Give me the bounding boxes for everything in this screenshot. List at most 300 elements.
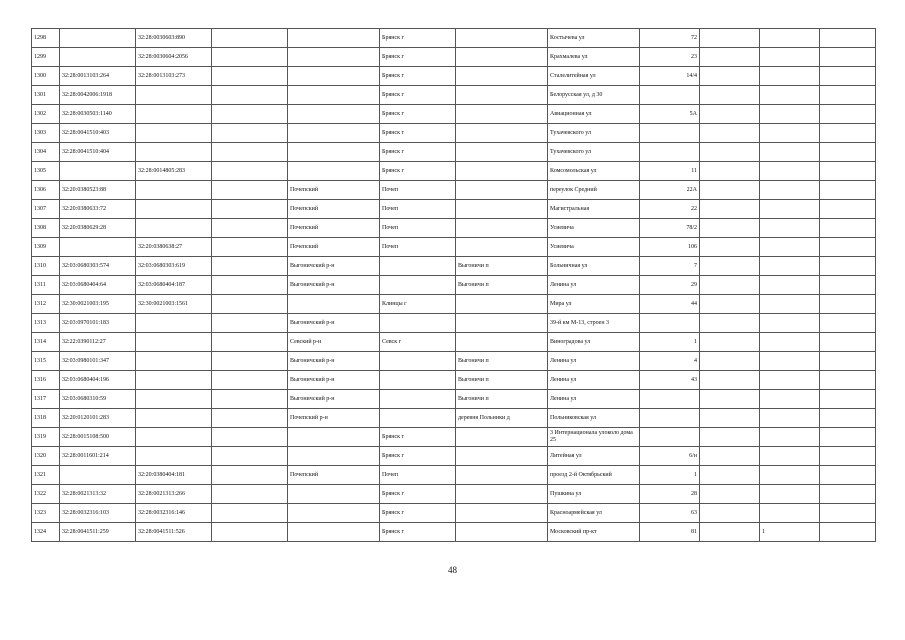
cell-extra-2-cell bbox=[760, 86, 820, 105]
district-cell bbox=[288, 162, 380, 181]
city-cell: Брянск г bbox=[380, 124, 456, 143]
cadastral-number-building-cell bbox=[136, 390, 212, 409]
city-cell: Почеп bbox=[380, 200, 456, 219]
cadastral-number-building-cell bbox=[136, 409, 212, 428]
cell-extra-2-cell bbox=[760, 504, 820, 523]
district-cell: Севский р-н bbox=[288, 333, 380, 352]
cadastral-number-cell: 32:30:0021003:195 bbox=[60, 295, 136, 314]
row-number-cell: 1316 bbox=[32, 371, 60, 390]
cadastral-number-building-cell: 32:28:0032316:146 bbox=[136, 504, 212, 523]
cadastral-number-building-cell bbox=[136, 143, 212, 162]
settlement-cell bbox=[456, 219, 548, 238]
house-number-cell: 106 bbox=[640, 238, 700, 257]
settlement-cell bbox=[456, 48, 548, 67]
cadastral-number-cell: 32:28:0015108:500 bbox=[60, 428, 136, 447]
house-number-cell: 23 bbox=[640, 48, 700, 67]
table-row bbox=[32, 371, 876, 390]
cell-empty-cell bbox=[212, 447, 288, 466]
row-number-cell: 1298 bbox=[32, 29, 60, 48]
cell-extra-1-cell bbox=[700, 219, 760, 238]
district-cell: Выгоничский р-н bbox=[288, 371, 380, 390]
cell-empty-cell bbox=[212, 409, 288, 428]
street-cell: Авиационная ул bbox=[548, 105, 640, 124]
cadastral-number-cell: 32:03:0680404:196 bbox=[60, 371, 136, 390]
cell-extra-3-cell bbox=[820, 504, 876, 523]
cadastral-number-cell: 32:03:0680303:574 bbox=[60, 257, 136, 276]
cell-extra-1-cell bbox=[700, 257, 760, 276]
cadastral-number-building-cell: 32:28:0014805:283 bbox=[136, 162, 212, 181]
cadastral-number-building-cell: 32:20:0380638:27 bbox=[136, 238, 212, 257]
house-number-cell: 81 bbox=[640, 523, 700, 542]
district-cell: Почепский р-н bbox=[288, 409, 380, 428]
cadastral-number-building-cell: 32:28:0030604:2056 bbox=[136, 48, 212, 67]
house-number-cell: 29 bbox=[640, 276, 700, 295]
city-cell: Брянск г bbox=[380, 485, 456, 504]
cell-extra-3-cell bbox=[820, 276, 876, 295]
settlement-cell bbox=[456, 67, 548, 86]
table-row bbox=[32, 276, 876, 295]
house-number-cell: 43 bbox=[640, 371, 700, 390]
cadastral-number-cell: 32:03:0680310:59 bbox=[60, 390, 136, 409]
row-number-cell: 1303 bbox=[32, 124, 60, 143]
cell-extra-3-cell bbox=[820, 105, 876, 124]
street-cell: Крахмалева ул bbox=[548, 48, 640, 67]
district-cell: Почепский bbox=[288, 238, 380, 257]
cell-empty-cell bbox=[212, 257, 288, 276]
settlement-cell bbox=[456, 466, 548, 485]
cadastral-number-building-cell: 32:03:0680303:619 bbox=[136, 257, 212, 276]
table-row bbox=[32, 466, 876, 485]
street-cell: 39-й км М-13, строен 3 bbox=[548, 314, 640, 333]
street-cell: Костычева ул bbox=[548, 29, 640, 48]
city-cell bbox=[380, 371, 456, 390]
table-row bbox=[32, 124, 876, 143]
cell-empty-cell bbox=[212, 143, 288, 162]
table-row bbox=[32, 314, 876, 333]
table-row bbox=[32, 181, 876, 200]
row-number-cell: 1321 bbox=[32, 466, 60, 485]
row-number-cell: 1324 bbox=[32, 523, 60, 542]
row-number-cell: 1300 bbox=[32, 67, 60, 86]
row-number-cell: 1323 bbox=[32, 504, 60, 523]
row-number-cell: 1305 bbox=[32, 162, 60, 181]
cadastral-number-cell bbox=[60, 29, 136, 48]
settlement-cell bbox=[456, 485, 548, 504]
cell-extra-1-cell bbox=[700, 371, 760, 390]
district-cell: Почепский bbox=[288, 181, 380, 200]
district-cell: Почепский bbox=[288, 219, 380, 238]
row-number-cell: 1317 bbox=[32, 390, 60, 409]
cell-empty-cell bbox=[212, 333, 288, 352]
cadastral-number-cell: 32:28:0013103:264 bbox=[60, 67, 136, 86]
cadastral-number-building-cell bbox=[136, 314, 212, 333]
cadastral-number-cell bbox=[60, 162, 136, 181]
cell-extra-3-cell bbox=[820, 371, 876, 390]
cadastral-number-building-cell bbox=[136, 200, 212, 219]
settlement-cell bbox=[456, 428, 548, 447]
cadastral-number-building-cell bbox=[136, 371, 212, 390]
table-row bbox=[32, 162, 876, 181]
street-cell: Литейная ул bbox=[548, 447, 640, 466]
cell-extra-1-cell bbox=[700, 523, 760, 542]
cell-empty-cell bbox=[212, 181, 288, 200]
row-number-cell: 1306 bbox=[32, 181, 60, 200]
settlement-cell: Выгоничи п bbox=[456, 371, 548, 390]
cell-extra-3-cell bbox=[820, 124, 876, 143]
cadastral-number-building-cell bbox=[136, 447, 212, 466]
city-cell: Брянск г bbox=[380, 523, 456, 542]
cell-extra-1-cell bbox=[700, 504, 760, 523]
cell-extra-2-cell bbox=[760, 409, 820, 428]
city-cell: Брянск г bbox=[380, 67, 456, 86]
cell-extra-3-cell bbox=[820, 428, 876, 447]
city-cell: Брянск г bbox=[380, 86, 456, 105]
cadastral-number-cell: 32:28:0041511:259 bbox=[60, 523, 136, 542]
table-row bbox=[32, 48, 876, 67]
city-cell: Брянск г bbox=[380, 29, 456, 48]
district-cell bbox=[288, 143, 380, 162]
cell-extra-2-cell bbox=[760, 143, 820, 162]
cell-extra-3-cell bbox=[820, 143, 876, 162]
table-row bbox=[32, 333, 876, 352]
district-cell bbox=[288, 124, 380, 143]
cadastral-number-cell: 32:03:0980101:347 bbox=[60, 352, 136, 371]
house-number-cell: 22А bbox=[640, 181, 700, 200]
table-row bbox=[32, 105, 876, 124]
cell-extra-2-cell bbox=[760, 105, 820, 124]
city-cell: Почеп bbox=[380, 181, 456, 200]
cadastral-number-building-cell bbox=[136, 352, 212, 371]
settlement-cell bbox=[456, 238, 548, 257]
city-cell: Брянск г bbox=[380, 504, 456, 523]
house-number-cell bbox=[640, 390, 700, 409]
cell-extra-1-cell bbox=[700, 200, 760, 219]
cell-extra-3-cell bbox=[820, 219, 876, 238]
cell-extra-2-cell bbox=[760, 181, 820, 200]
row-number-cell: 1313 bbox=[32, 314, 60, 333]
cell-extra-1-cell bbox=[700, 86, 760, 105]
cadastral-number-building-cell bbox=[136, 105, 212, 124]
row-number-cell: 1310 bbox=[32, 257, 60, 276]
cell-extra-1-cell bbox=[700, 390, 760, 409]
cell-empty-cell bbox=[212, 314, 288, 333]
house-number-cell: 44 bbox=[640, 295, 700, 314]
row-number-cell: 1302 bbox=[32, 105, 60, 124]
settlement-cell bbox=[456, 333, 548, 352]
row-number-cell: 1301 bbox=[32, 86, 60, 105]
table-row bbox=[32, 257, 876, 276]
cell-extra-3-cell bbox=[820, 200, 876, 219]
district-cell bbox=[288, 86, 380, 105]
cell-extra-3-cell bbox=[820, 162, 876, 181]
city-cell bbox=[380, 352, 456, 371]
settlement-cell: Выгоничи п bbox=[456, 276, 548, 295]
city-cell bbox=[380, 257, 456, 276]
house-number-cell: 63 bbox=[640, 504, 700, 523]
settlement-cell bbox=[456, 523, 548, 542]
row-number-cell: 1309 bbox=[32, 238, 60, 257]
cell-extra-2-cell bbox=[760, 428, 820, 447]
house-number-cell: 72 bbox=[640, 29, 700, 48]
house-number-cell: 28 bbox=[640, 485, 700, 504]
cadastral-number-cell: 32:03:0970101:183 bbox=[60, 314, 136, 333]
city-cell: Брянск г bbox=[380, 48, 456, 67]
table-row bbox=[32, 200, 876, 219]
cell-empty-cell bbox=[212, 67, 288, 86]
cell-extra-1-cell bbox=[700, 181, 760, 200]
cell-extra-1-cell bbox=[700, 333, 760, 352]
row-number-cell: 1322 bbox=[32, 485, 60, 504]
cell-empty-cell bbox=[212, 352, 288, 371]
cadastral-number-cell: 32:20:0380523:88 bbox=[60, 181, 136, 200]
street-cell: Польниковская ул bbox=[548, 409, 640, 428]
cadastral-number-building-cell bbox=[136, 124, 212, 143]
street-cell: Пушкина ул bbox=[548, 485, 640, 504]
row-number-cell: 1304 bbox=[32, 143, 60, 162]
cell-extra-3-cell bbox=[820, 352, 876, 371]
table-row bbox=[32, 143, 876, 162]
row-number-cell: 1307 bbox=[32, 200, 60, 219]
cell-extra-3-cell bbox=[820, 295, 876, 314]
row-number-cell: 1314 bbox=[32, 333, 60, 352]
street-cell: Усиевича bbox=[548, 219, 640, 238]
cell-extra-1-cell bbox=[700, 105, 760, 124]
cadastral-number-cell: 32:28:0030503:1140 bbox=[60, 105, 136, 124]
city-cell: Брянск г bbox=[380, 162, 456, 181]
table-row bbox=[32, 447, 876, 466]
city-cell bbox=[380, 390, 456, 409]
cadastral-number-cell: 32:28:0042006:1918 bbox=[60, 86, 136, 105]
cadastral-number-building-cell bbox=[136, 86, 212, 105]
settlement-cell bbox=[456, 29, 548, 48]
cadastral-number-building-cell bbox=[136, 219, 212, 238]
street-cell: Ленина ул bbox=[548, 371, 640, 390]
house-number-cell: 11 bbox=[640, 162, 700, 181]
cell-extra-2-cell bbox=[760, 200, 820, 219]
row-number-cell: 1320 bbox=[32, 447, 60, 466]
district-cell: Выгоничский р-н bbox=[288, 352, 380, 371]
table-row bbox=[32, 86, 876, 105]
row-number-cell: 1311 bbox=[32, 276, 60, 295]
house-number-cell: 1 bbox=[640, 466, 700, 485]
cadastral-number-cell: 32:28:0021313:32 bbox=[60, 485, 136, 504]
table-row bbox=[32, 219, 876, 238]
table-row bbox=[32, 352, 876, 371]
cell-extra-1-cell bbox=[700, 485, 760, 504]
table-body bbox=[32, 29, 876, 542]
cell-empty-cell bbox=[212, 162, 288, 181]
district-cell: Выгоничский р-н bbox=[288, 257, 380, 276]
cadastral-number-building-cell: 32:28:0030603:890 bbox=[136, 29, 212, 48]
city-cell: Брянск г bbox=[380, 143, 456, 162]
cell-extra-1-cell bbox=[700, 48, 760, 67]
cadastral-number-building-cell bbox=[136, 428, 212, 447]
table-row bbox=[32, 504, 876, 523]
cadastral-number-cell: 32:03:0680404:64 bbox=[60, 276, 136, 295]
cell-extra-3-cell bbox=[820, 390, 876, 409]
city-cell: Брянск г bbox=[380, 447, 456, 466]
cell-extra-2-cell bbox=[760, 162, 820, 181]
settlement-cell: деревня Польники д bbox=[456, 409, 548, 428]
cell-extra-2-cell bbox=[760, 295, 820, 314]
city-cell: Брянск г bbox=[380, 428, 456, 447]
cell-extra-1-cell bbox=[700, 466, 760, 485]
cell-extra-1-cell bbox=[700, 143, 760, 162]
settlement-cell bbox=[456, 143, 548, 162]
cadastral-number-cell: 32:28:0041510:403 bbox=[60, 124, 136, 143]
cell-extra-2-cell bbox=[760, 67, 820, 86]
table-row bbox=[32, 29, 876, 48]
table-row bbox=[32, 428, 876, 447]
district-cell bbox=[288, 67, 380, 86]
row-number-cell: 1319 bbox=[32, 428, 60, 447]
cadastral-number-building-cell bbox=[136, 181, 212, 200]
cadastral-number-building-cell bbox=[136, 333, 212, 352]
cell-empty-cell bbox=[212, 238, 288, 257]
settlement-cell: Выгоничи п bbox=[456, 352, 548, 371]
cell-extra-1-cell bbox=[700, 124, 760, 143]
cadastral-number-building-cell: 32:28:0021313:266 bbox=[136, 485, 212, 504]
cell-extra-3-cell bbox=[820, 447, 876, 466]
cell-extra-3-cell bbox=[820, 48, 876, 67]
settlement-cell bbox=[456, 105, 548, 124]
cell-extra-2-cell bbox=[760, 371, 820, 390]
table-row bbox=[32, 67, 876, 86]
cell-extra-2-cell bbox=[760, 257, 820, 276]
cell-extra-2-cell bbox=[760, 314, 820, 333]
street-cell: Ленина ул bbox=[548, 390, 640, 409]
district-cell bbox=[288, 523, 380, 542]
settlement-cell bbox=[456, 181, 548, 200]
street-cell: Белорусская ул, д 30 bbox=[548, 86, 640, 105]
city-cell: Севск г bbox=[380, 333, 456, 352]
cadastral-number-cell bbox=[60, 466, 136, 485]
cell-empty-cell bbox=[212, 466, 288, 485]
cell-extra-3-cell bbox=[820, 238, 876, 257]
cell-extra-2-cell bbox=[760, 466, 820, 485]
street-cell: Виноградова ул bbox=[548, 333, 640, 352]
city-cell bbox=[380, 276, 456, 295]
street-cell: Сталелитейная ул bbox=[548, 67, 640, 86]
cell-extra-1-cell bbox=[700, 162, 760, 181]
cell-extra-2-cell: 1 bbox=[760, 523, 820, 542]
street-cell: Больничная ул bbox=[548, 257, 640, 276]
cell-empty-cell bbox=[212, 371, 288, 390]
house-number-cell bbox=[640, 314, 700, 333]
street-cell: Усиевича bbox=[548, 238, 640, 257]
cadastral-number-building-cell: 32:03:0680404:187 bbox=[136, 276, 212, 295]
cadastral-number-cell: 32:28:0041510:404 bbox=[60, 143, 136, 162]
cell-extra-1-cell bbox=[700, 428, 760, 447]
settlement-cell bbox=[456, 200, 548, 219]
cadastral-number-building-cell: 32:30:0021003:1561 bbox=[136, 295, 212, 314]
city-cell: Клинцы г bbox=[380, 295, 456, 314]
house-number-cell bbox=[640, 143, 700, 162]
district-cell: Выгоничский р-н bbox=[288, 390, 380, 409]
house-number-cell: 4 bbox=[640, 352, 700, 371]
page-number: 48 bbox=[448, 565, 457, 575]
cadastral-number-cell: 32:28:0032316:103 bbox=[60, 504, 136, 523]
settlement-cell bbox=[456, 314, 548, 333]
table-row bbox=[32, 523, 876, 542]
cell-extra-3-cell bbox=[820, 181, 876, 200]
table-row bbox=[32, 390, 876, 409]
cell-empty-cell bbox=[212, 523, 288, 542]
cadastral-number-cell: 32:20:0380629:28 bbox=[60, 219, 136, 238]
street-cell: Тухачевского ул bbox=[548, 143, 640, 162]
cell-empty-cell bbox=[212, 485, 288, 504]
district-cell bbox=[288, 29, 380, 48]
street-cell: Комсомольская ул bbox=[548, 162, 640, 181]
house-number-cell bbox=[640, 124, 700, 143]
address-table bbox=[31, 28, 876, 542]
cell-extra-1-cell bbox=[700, 67, 760, 86]
table-row bbox=[32, 409, 876, 428]
house-number-cell bbox=[640, 428, 700, 447]
district-cell: Почепский bbox=[288, 466, 380, 485]
street-cell: Ленина ул bbox=[548, 276, 640, 295]
cadastral-number-cell: 32:20:0380633:72 bbox=[60, 200, 136, 219]
cadastral-number-building-cell: 32:28:0013103:273 bbox=[136, 67, 212, 86]
cell-extra-2-cell bbox=[760, 333, 820, 352]
street-cell: проезд 2-й Октябрьский bbox=[548, 466, 640, 485]
cell-extra-2-cell bbox=[760, 238, 820, 257]
street-cell: переулок Средний bbox=[548, 181, 640, 200]
row-number-cell: 1315 bbox=[32, 352, 60, 371]
cell-extra-3-cell bbox=[820, 485, 876, 504]
cadastral-number-cell bbox=[60, 48, 136, 67]
district-cell: Почепский bbox=[288, 200, 380, 219]
cell-empty-cell bbox=[212, 105, 288, 124]
row-number-cell: 1308 bbox=[32, 219, 60, 238]
cell-extra-3-cell bbox=[820, 257, 876, 276]
house-number-cell: 14/4 bbox=[640, 67, 700, 86]
cell-extra-2-cell bbox=[760, 352, 820, 371]
cell-extra-2-cell bbox=[760, 219, 820, 238]
cell-empty-cell bbox=[212, 428, 288, 447]
district-cell bbox=[288, 485, 380, 504]
cell-extra-3-cell bbox=[820, 466, 876, 485]
cell-extra-3-cell bbox=[820, 523, 876, 542]
cell-extra-1-cell bbox=[700, 238, 760, 257]
settlement-cell: Выгоничи п bbox=[456, 390, 548, 409]
cell-empty-cell bbox=[212, 48, 288, 67]
street-cell: Тухачевского ул bbox=[548, 124, 640, 143]
settlement-cell bbox=[456, 295, 548, 314]
cell-empty-cell bbox=[212, 86, 288, 105]
city-cell bbox=[380, 314, 456, 333]
settlement-cell bbox=[456, 86, 548, 105]
district-cell bbox=[288, 105, 380, 124]
house-number-cell: 78/2 bbox=[640, 219, 700, 238]
table-row bbox=[32, 295, 876, 314]
table-row bbox=[32, 238, 876, 257]
cell-extra-1-cell bbox=[700, 295, 760, 314]
cell-empty-cell bbox=[212, 29, 288, 48]
house-number-cell: 22 bbox=[640, 200, 700, 219]
cell-empty-cell bbox=[212, 504, 288, 523]
cell-extra-2-cell bbox=[760, 447, 820, 466]
cell-extra-1-cell bbox=[700, 276, 760, 295]
cadastral-number-cell: 32:20:0120101:283 bbox=[60, 409, 136, 428]
cell-extra-3-cell bbox=[820, 29, 876, 48]
cell-extra-3-cell bbox=[820, 67, 876, 86]
district-cell bbox=[288, 504, 380, 523]
cell-extra-2-cell bbox=[760, 29, 820, 48]
district-cell bbox=[288, 295, 380, 314]
row-number-cell: 1312 bbox=[32, 295, 60, 314]
city-cell: Брянск г bbox=[380, 105, 456, 124]
